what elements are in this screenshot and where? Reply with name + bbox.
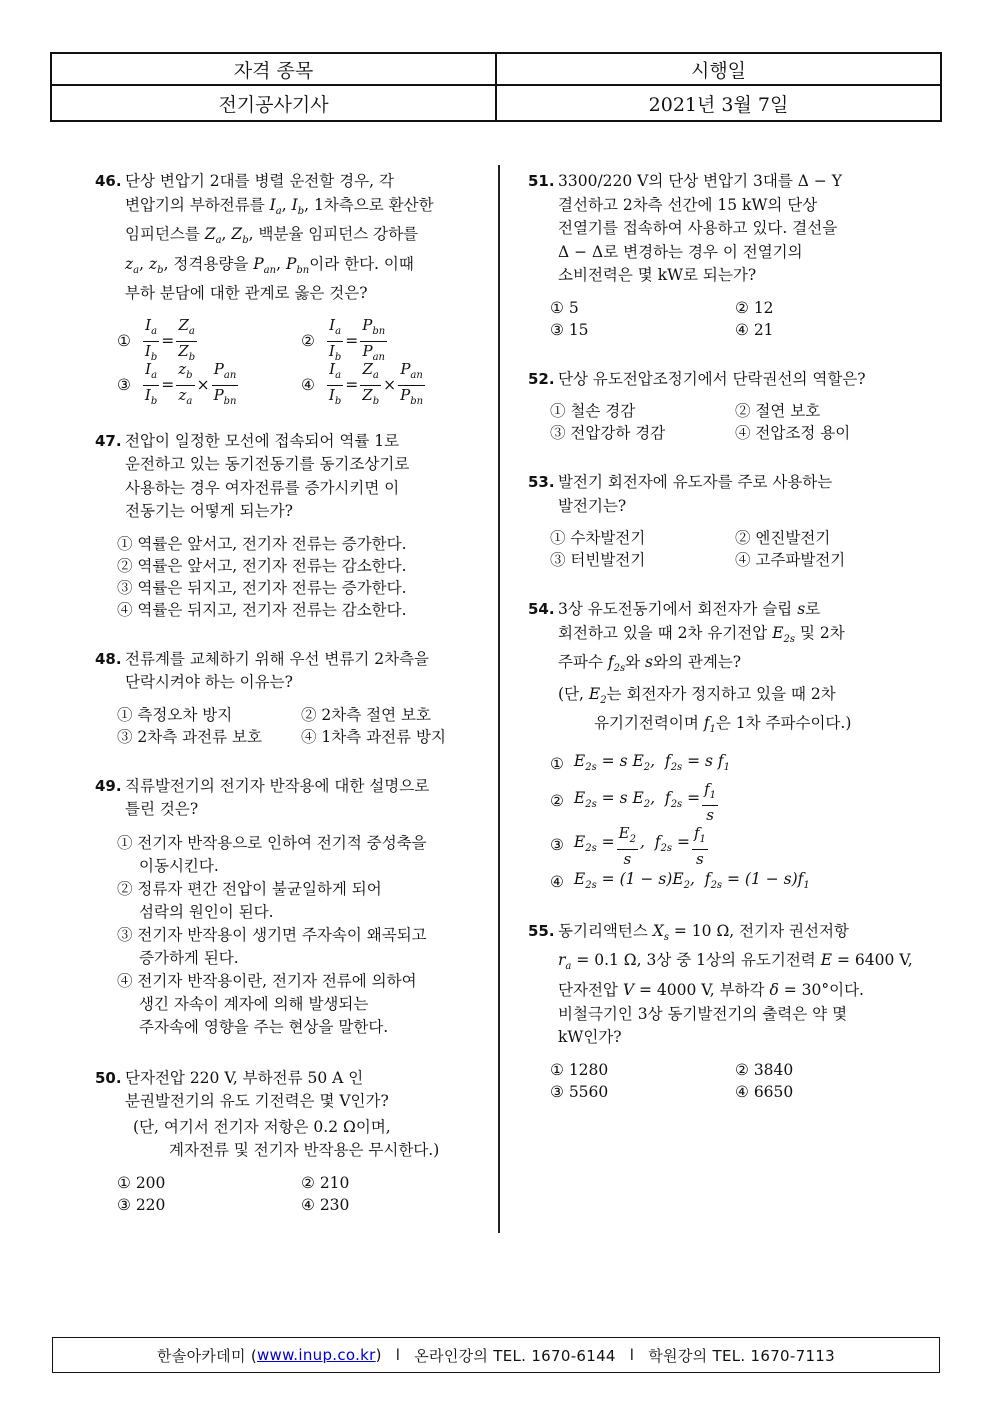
option-2[interactable]: ② 12 [735, 298, 774, 317]
question-line: 3300/220 V의 단상 변압기 3대를 Δ − Y [558, 172, 842, 190]
option-2[interactable]: ② 210 [301, 1174, 350, 1193]
option-3[interactable]: ③ 터빈발전기 [550, 551, 646, 570]
right-column [528, 170, 928, 1104]
question-line: 부하 분담에 대한 관계로 옳은 것은? [125, 284, 368, 303]
option-2[interactable]: ② $\frac{I_a}{I_b}$ = $\frac{P_{bn}}{P_{an}}$ [301, 316, 386, 364]
note-line: 유기기전력이며 $f_1$은 1차 주파수이다.) [594, 714, 852, 736]
option-4[interactable]: ④ 230 [301, 1196, 350, 1215]
question-number: 46. [95, 172, 122, 190]
question-46 [95, 170, 485, 408]
options [95, 832, 485, 1039]
footer-online: 온라인강의 TEL. 1670-6144 [414, 1346, 616, 1365]
option-1[interactable]: ① $\frac{I_a}{I_b}$ = $\frac{Z_a}{Z_b}$ [117, 316, 196, 364]
option-1[interactable]: ① 철손 경감 [550, 402, 636, 421]
options [528, 528, 928, 572]
option-3[interactable]: ③ 역률은 뒤지고, 전기자 전류는 증가한다. [117, 579, 407, 598]
question-line: 동기리액턴스 $X_s = 10$ Ω, 전기자 권선저항 [558, 921, 849, 943]
option-1[interactable]: ① 수차발전기 [550, 529, 646, 548]
option-line: 생긴 자속이 계자에 의해 발생되는 [139, 994, 369, 1013]
option-line: ② 정류자 편간 전압이 불균일하게 되어 [117, 879, 382, 898]
question-line: 운전하고 있는 동기전동기를 동기조상기로 [125, 455, 410, 474]
left-column [95, 170, 485, 1217]
question-line: 단락시켜야 하는 이유는? [125, 673, 293, 692]
question-number: 54. [528, 600, 555, 618]
note-line: (단, 여기서 전기자 저항은 0.2 Ω이며, [133, 1117, 391, 1136]
question-line: 직류발전기의 전기자 반작용에 대한 설명으로 [125, 776, 430, 795]
question-line: 전압이 일정한 모선에 접속되어 역률 1로 [125, 431, 400, 450]
option-3[interactable]: ③ 5560 [550, 1082, 609, 1101]
question-line: 주파수 $f_{2s}$와 s와의 관계는? [558, 653, 742, 675]
question-line: Δ − Δ로 변경하는 경우 이 전열기의 [558, 242, 803, 261]
question-number: 51. [528, 172, 555, 190]
option-4[interactable]: ④ $\frac{I_a}{I_b}$ = $\frac{Z_a}{Z_b}$ × $\frac{P_{an}}{P_{bn}}$ [301, 360, 424, 408]
question-line: 3상 유도전동기에서 회전자가 슬립 s로 [558, 600, 821, 618]
option-4[interactable]: ④ 고주파발전기 [735, 551, 846, 570]
note-line: 계자전류 및 전기자 반작용은 무시한다.) [169, 1141, 440, 1160]
option-line: 증가하게 된다. [139, 948, 239, 967]
option-2[interactable] [117, 878, 485, 924]
option-1[interactable]: ① 1280 [550, 1060, 609, 1079]
date-value: 2021년 3월 7일 [648, 93, 789, 116]
option-line: ① 전기자 반작용으로 인하여 전기적 중성축을 [117, 833, 427, 852]
option-4[interactable] [117, 970, 485, 1039]
question-note [528, 683, 928, 742]
option-4[interactable]: ④ 1차측 과전류 방지 [301, 728, 446, 747]
option-2[interactable]: ② 역률은 앞서고, 전기자 전류는 감소한다. [117, 557, 407, 576]
option-2[interactable]: ② 2차측 절연 보호 [301, 706, 431, 725]
question-49 [95, 775, 485, 1039]
option-line: ③ 전기자 반작용이 생기면 주자속이 왜곡되고 [117, 925, 427, 944]
question-line: 전열기를 접속하여 사용하고 있다. 결선을 [558, 219, 838, 237]
option-2[interactable]: ② 3840 [735, 1060, 794, 1079]
header-table [50, 52, 942, 122]
question-number: 50. [95, 1068, 122, 1087]
options [528, 750, 928, 898]
question-note [95, 1116, 485, 1163]
option-1[interactable]: ① 5 [550, 298, 579, 317]
question-number: 48. [95, 649, 122, 668]
question-line: 발전기 회전자에 유도자를 주로 사용하는 [558, 473, 833, 491]
option-4[interactable]: ④ 역률은 뒤지고, 전기자 전류는 감소한다. [117, 601, 407, 620]
option-4[interactable]: ④ 6650 [735, 1082, 794, 1101]
option-4[interactable]: ④ 21 [735, 320, 774, 339]
option-2[interactable]: ② 절연 보호 [735, 402, 821, 421]
date-label: 시행일 [497, 54, 940, 86]
footer-link[interactable]: www.inup.co.kr [256, 1346, 376, 1364]
question-number: 49. [95, 776, 122, 795]
question-55 [528, 920, 928, 1104]
option-line: 주자속에 영향을 주는 현상을 말한다. [139, 1017, 389, 1036]
question-line: kW인가? [558, 1028, 622, 1047]
option-3[interactable]: ③ 220 [117, 1196, 166, 1215]
option-3[interactable]: ③ 2차측 과전류 보호 [117, 728, 262, 747]
option-3[interactable]: ③ $\frac{I_a}{I_b}$ = $\frac{z_b}{z_a}$ × $\frac{P_{an}}{P_{bn}}$ [117, 360, 237, 408]
option-1[interactable]: ① 측정오차 방지 [117, 706, 233, 725]
footer-separator: l [629, 1346, 635, 1364]
option-3[interactable]: ③ 15 [550, 320, 589, 339]
option-2[interactable]: ② 엔진발전기 [735, 529, 831, 548]
question-line: 틀린 것은? [125, 800, 199, 819]
question-line: 단상 변압기 2대를 병렬 운전할 경우, 각 [125, 172, 394, 190]
question-line: 단자전압 V = 4000 V, 부하각 δ = 30°이다. [558, 981, 864, 1000]
question-47 [95, 430, 485, 622]
options [95, 534, 485, 622]
question-line: 단자전압 220 V, 부하전류 50 A 인 [125, 1068, 364, 1087]
question-number: 47. [95, 431, 122, 450]
question-line: 비철극기인 3상 동기발전기의 출력은 약 몇 [558, 1004, 848, 1023]
footer-close: ) [375, 1346, 382, 1364]
question-number: 53. [528, 473, 555, 491]
question-53 [528, 471, 928, 572]
question-line: 발전기는? [558, 496, 627, 515]
option-1[interactable]: ① 역률은 앞서고, 전기자 전류는 증가한다. [117, 535, 407, 554]
options [528, 1060, 928, 1104]
question-line: $z_a$, $z_b$, 정격용량을 $P_{an}$, $P_{bn}$이라 한다. 이때 [125, 254, 414, 276]
options [528, 401, 928, 445]
option-line: 이동시킨다. [139, 856, 219, 875]
option-2[interactable]: ② $E_{2s} = s$ $E_2$, $f_{2s}$ = $\frac{f_1}{s}$ [550, 779, 717, 824]
question-48 [95, 648, 485, 749]
footer [52, 1337, 940, 1373]
question-50 [95, 1067, 485, 1217]
subject-label: 자격 종목 [52, 54, 497, 86]
question-line: 결선하고 2차측 선간에 15 kW의 단상 [558, 195, 818, 214]
question-line: 회전하고 있을 때 2차 유기전압 $E_{2s}$ 및 2차 [558, 623, 845, 645]
footer-separator: l [395, 1346, 401, 1364]
question-number: 55. [528, 921, 555, 940]
question-54 [528, 598, 928, 898]
question-line: 소비전력은 몇 kW로 되는가? [558, 266, 757, 284]
question-number: 52. [528, 369, 555, 388]
options [95, 316, 485, 408]
question-line: $r_a = 0.1$ Ω, 3상 중 1상의 유도기전력 E = 6400 V, [558, 951, 913, 973]
option-4[interactable]: ④ 전압조정 용이 [735, 424, 851, 443]
question-line: 변압기의 부하전류를 $I_a$, $I_b$, 1차측으로 환산한 [125, 195, 434, 217]
footer-academy: 한솔아카데미 ( [157, 1346, 257, 1365]
option-4[interactable]: ④ $E_{2s} = (1 - s)E_2$, $f_{2s} = (1 - s)f_1$ [550, 870, 810, 892]
option-3[interactable]: ③ 전압강하 경감 [550, 424, 666, 443]
option-line: ④ 전기자 반작용이란, 전기자 전류에 의하여 [117, 971, 417, 990]
question-line: 전동기는 어떻게 되는가? [125, 502, 293, 521]
option-1[interactable]: ① $E_{2s} = s$ $E_2$, $f_{2s} = s$ $f_1$ [550, 752, 731, 774]
question-line: 분권발전기의 유도 기전력은 몇 V인가? [125, 1092, 389, 1111]
option-line: 섬락의 원인이 된다. [139, 902, 274, 921]
question-52 [528, 368, 928, 446]
option-1[interactable]: ① 200 [117, 1174, 166, 1193]
options [95, 705, 485, 749]
option-1[interactable] [117, 832, 485, 878]
question-51 [528, 170, 928, 342]
subject-value: 전기공사기사 [52, 86, 497, 120]
question-line: 사용하는 경우 여자전류를 증가시키면 이 [125, 478, 400, 497]
option-3[interactable] [117, 924, 485, 970]
note-line: (단, $E_2$는 회전자가 정지하고 있을 때 2차 [558, 684, 836, 706]
options [95, 1173, 485, 1217]
options [528, 298, 928, 342]
question-line: 전류계를 교체하기 위해 우선 변류기 2차측을 [125, 649, 430, 668]
column-divider [498, 165, 500, 1233]
question-line: 임피던스를 $Z_a$, $Z_b$, 백분율 임피던스 강하를 [125, 225, 419, 247]
option-3[interactable]: ③ $E_{2s}$ = $\frac{E_2}{s}$ , $f_{2s}$ = $\frac{f_1}{s}$ [550, 823, 706, 868]
question-line: 단상 유도전압조정기에서 단락권선의 역할은? [558, 369, 866, 388]
footer-offline: 학원강의 TEL. 1670-7113 [648, 1346, 835, 1365]
